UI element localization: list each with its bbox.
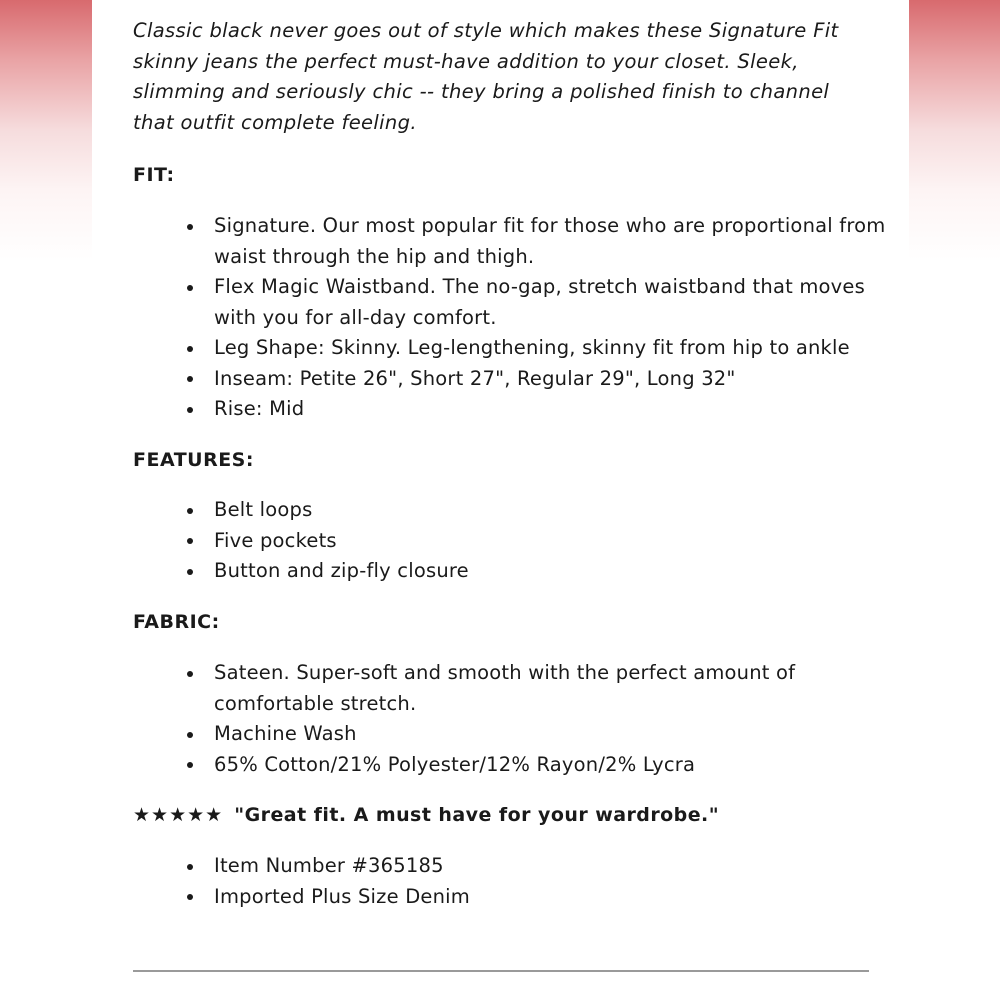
list-item: Five pockets xyxy=(133,526,894,557)
bullet-icon xyxy=(187,864,193,870)
list-item: Flex Magic Waistband. The no-gap, stretch waistband that moves with you for all-day comfort. xyxy=(133,272,894,333)
bullet-icon xyxy=(187,762,193,768)
bullet-icon xyxy=(187,285,193,291)
review-text: "Great fit. A must have for your wardrobe." xyxy=(234,804,720,826)
list-item: Belt loops xyxy=(133,495,894,526)
features-heading: FEATURES: xyxy=(133,449,254,471)
bullet-icon xyxy=(187,508,193,514)
bullet-icon xyxy=(187,538,193,544)
list-item: Sateen. Super-soft and smooth with the perfect amount of comfortable stretch. xyxy=(133,658,894,719)
fit-list xyxy=(133,211,894,425)
intro-paragraph: Classic black never goes out of style which makes these Signature Fit skinny jeans the perfect must-have addition to your closet. Sleek, slimming and seriously chic -- they bring a polished finish to channel that outfit complete feeling. xyxy=(133,19,839,134)
bullet-icon xyxy=(187,894,193,900)
section-divider xyxy=(133,970,869,972)
bullet-icon xyxy=(187,346,193,352)
bullet-icon xyxy=(187,671,193,677)
list-item: Inseam: Petite 26", Short 27", Regular 29", Long 32" xyxy=(133,364,894,395)
fit-heading: FIT: xyxy=(133,164,175,186)
star-rating-icon: ★★★★★ xyxy=(133,804,224,826)
list-item: Item Number #365185 xyxy=(133,851,894,882)
product-description xyxy=(133,16,886,908)
bullet-icon xyxy=(187,732,193,738)
list-item: Machine Wash xyxy=(133,719,894,750)
list-item: Rise: Mid xyxy=(133,394,894,425)
list-item: Button and zip-fly closure xyxy=(133,556,894,587)
bullet-icon xyxy=(187,224,193,230)
details-list xyxy=(133,851,894,912)
review-quote xyxy=(133,800,719,830)
bullet-icon xyxy=(187,569,193,575)
features-list xyxy=(133,495,894,587)
fabric-heading: FABRIC: xyxy=(133,611,220,633)
bullet-icon xyxy=(187,376,193,382)
list-item: Signature. Our most popular fit for those who are proportional from waist through the hip and thigh. xyxy=(133,211,894,272)
fabric-list xyxy=(133,658,894,780)
list-item: Imported Plus Size Denim xyxy=(133,882,894,913)
product-description-card xyxy=(92,0,909,1000)
list-item: 65% Cotton/21% Polyester/12% Rayon/2% Lycra xyxy=(133,750,894,781)
bullet-icon xyxy=(187,407,193,413)
list-item: Leg Shape: Skinny. Leg-lengthening, skinny fit from hip to ankle xyxy=(133,333,894,364)
